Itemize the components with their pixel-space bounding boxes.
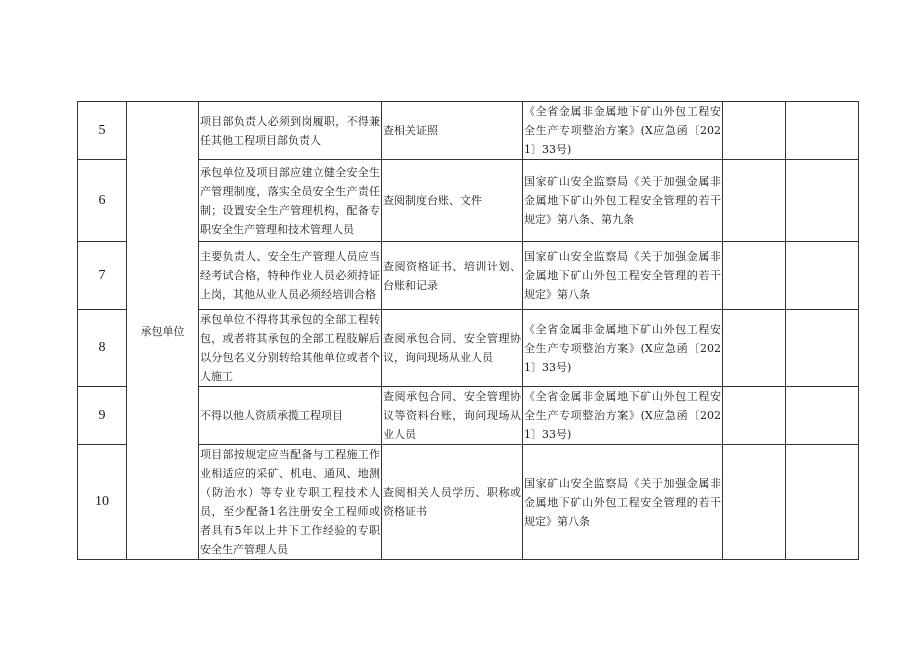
basis-text: 国家矿山安全监察局《关于加强金属非金属地下矿山外包工程安全管理的若干规定》第八条 [523, 242, 723, 310]
remark-cell [786, 242, 859, 310]
remark-cell [786, 160, 859, 242]
remark-cell [786, 102, 859, 160]
inspection-content: 承包单位不得将其承包的全部工程转包，或者将其承包的全部工程肢解后以分包名义分别转给其他单位或者个人施工 [199, 310, 382, 387]
result-cell [723, 445, 786, 560]
basis-text: 《全省金属非金属地下矿山外包工程安全生产专项整治方案》(X应急函〔2021〕33号) [523, 102, 723, 160]
basis-text: 国家矿山安全监察局《关于加强金属非金属地下矿山外包工程安全管理的若干规定》第八条、第九条 [523, 160, 723, 242]
row-number: 5 [78, 102, 127, 160]
unit-cell: 承包单位 [127, 102, 199, 560]
inspection-method: 查相关证照 [382, 102, 523, 160]
inspection-content: 承包单位及项目部应建立健全安全生产管理制度，落实全员安全生产责任制；设置安全生产管理机构，配备专职安全生产管理和技术管理人员 [199, 160, 382, 242]
row-number: 9 [78, 387, 127, 445]
row-number: 10 [78, 445, 127, 560]
inspection-content: 不得以他人资质承揽工程项目 [199, 387, 382, 445]
row-number: 7 [78, 242, 127, 310]
remark-cell [786, 445, 859, 560]
inspection-table [77, 101, 859, 560]
basis-text: 《全省金属非金属地下矿山外包工程安全生产专项整治方案》(X应急函〔2021〕33号) [523, 387, 723, 445]
inspection-content: 项目部负责人必须到岗履职，不得兼任其他工程项目部负责人 [199, 102, 382, 160]
table-row [78, 102, 859, 160]
inspection-method: 查阅承包合同、安全管理协议等资料台账，询问现场从业人员 [382, 387, 523, 445]
basis-text: 国家矿山安全监察局《关于加强金属非金属地下矿山外包工程安全管理的若干规定》第八条 [523, 445, 723, 560]
inspection-content: 主要负责人、安全生产管理人员应当经考试合格，特种作业人员必须持证上岗，其他从业人员必须经培训合格 [199, 242, 382, 310]
remark-cell [786, 310, 859, 387]
inspection-method: 查阅承包合同、安全管理协议，询问现场从业人员 [382, 310, 523, 387]
result-cell [723, 102, 786, 160]
row-number: 8 [78, 310, 127, 387]
result-cell [723, 242, 786, 310]
result-cell [723, 387, 786, 445]
inspection-method: 查阅资格证书、培训计划、台账和记录 [382, 242, 523, 310]
result-cell [723, 310, 786, 387]
inspection-method: 查阅制度台账、文件 [382, 160, 523, 242]
basis-text: 《全省金属非金属地下矿山外包工程安全生产专项整治方案》(X应急函〔2021〕33号) [523, 310, 723, 387]
inspection-method: 查阅相关人员学历、职称或资格证书 [382, 445, 523, 560]
result-cell [723, 160, 786, 242]
remark-cell [786, 387, 859, 445]
inspection-content: 项目部按规定应当配备与工程施工作业相适应的采矿、机电、通风、地测（防治水）等专业专职工程技术人员，至少配备1名注册安全工程师或者具有5年以上井下工作经验的专职安全生产管理人员 [199, 445, 382, 560]
row-number: 6 [78, 160, 127, 242]
